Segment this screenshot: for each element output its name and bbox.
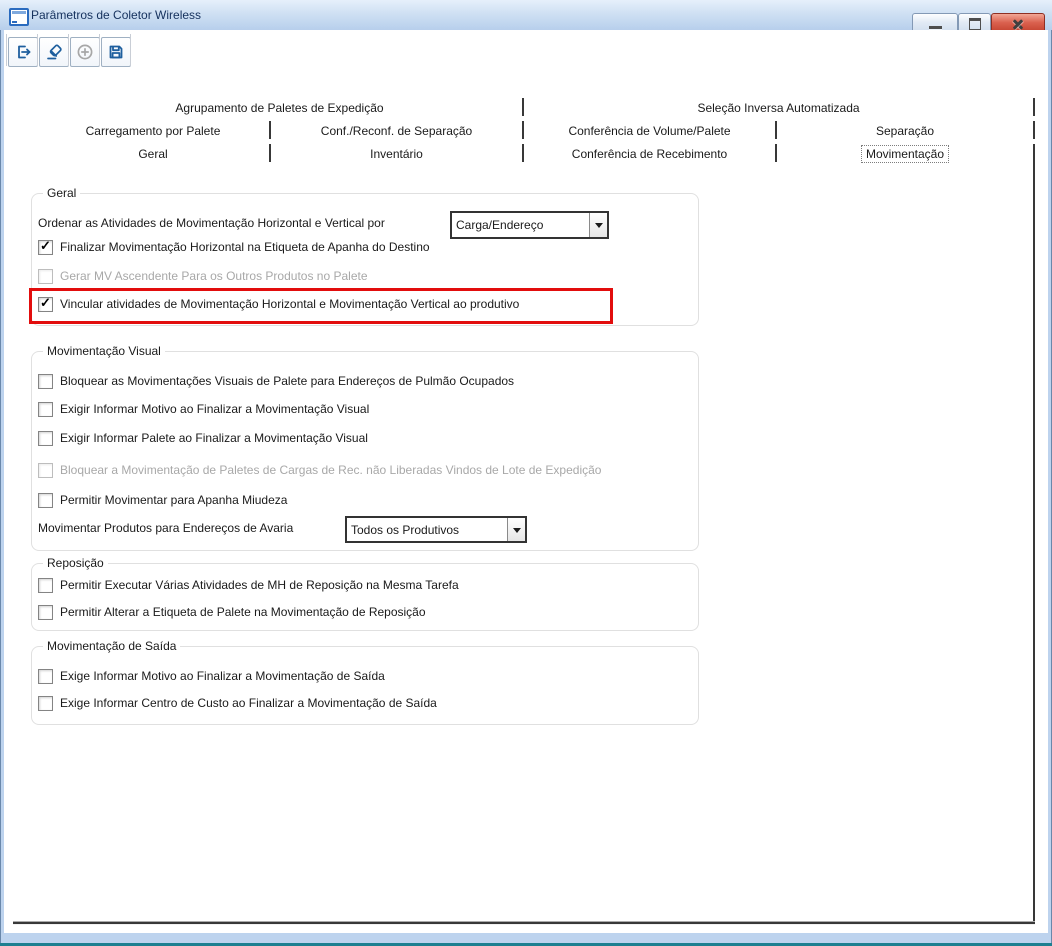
plus-circle-icon — [76, 43, 94, 61]
add-button[interactable] — [70, 37, 100, 67]
checkbox-label: Gerar MV Ascendente Para os Outros Produtos no Palete — [60, 269, 368, 283]
checkbox-permitir-apanha-miudeza[interactable] — [38, 493, 53, 508]
avaria-row — [38, 519, 293, 537]
group-reposicao-title: Reposição — [43, 556, 108, 570]
clear-button[interactable] — [39, 37, 69, 67]
tab-label: Conferência de Volume/Palete — [568, 123, 731, 138]
tab-page-bottom-edge — [13, 921, 1035, 925]
tab-conferencia-recebimento[interactable] — [523, 142, 776, 165]
tab-label: Agrupamento de Paletes de Expedição — [175, 100, 384, 115]
toolbar-separator — [68, 34, 69, 66]
tab-row-1 — [36, 96, 1034, 119]
group-movimentacao-saida — [31, 639, 699, 725]
tab-row-3 — [36, 142, 1034, 165]
tab-row-2 — [36, 119, 1034, 142]
checkbox-row-exige-centro-custo-saida — [38, 694, 437, 712]
exit-icon — [14, 43, 32, 61]
checkbox-exige-centro-custo-saida[interactable] — [38, 696, 53, 711]
minimize-icon — [929, 26, 942, 29]
checkbox-label: Exige Informar Centro de Custo ao Finalizar a Movimentação de Saída — [60, 696, 437, 710]
checkbox-exige-motivo-saida[interactable] — [38, 669, 53, 684]
close-icon — [1011, 17, 1025, 31]
checkbox-label: Finalizar Movimentação Horizontal na Etiqueta de Apanha do Destino — [60, 240, 430, 254]
checkbox-varias-atividades-mh[interactable] — [38, 578, 53, 593]
checkbox-label: Vincular atividades de Movimentação Horizontal e Movimentação Vertical ao produtivo — [60, 297, 520, 311]
tab-label: Separação — [875, 123, 935, 138]
checkbox-label: Exigir Informar Palete ao Finalizar a Movimentação Visual — [60, 431, 368, 445]
checkbox-label: Bloquear as Movimentações Visuais de Palete para Endereços de Pulmão Ocupados — [60, 374, 515, 388]
tab-agrupamento-paletes-expedicao[interactable] — [36, 96, 523, 119]
toolbar-separator — [6, 34, 7, 66]
checkbox-exigir-palete-mv[interactable] — [38, 431, 53, 446]
avaria-combobox[interactable] — [345, 516, 527, 543]
window-icon — [9, 8, 29, 26]
tab-page-right-edge — [1033, 147, 1035, 923]
exit-button[interactable] — [8, 37, 38, 67]
toolbar-separator — [130, 34, 131, 66]
title-bar — [0, 0, 1052, 30]
checkbox-label: Exigir Informar Motivo ao Finalizar a Movimentação Visual — [60, 402, 370, 416]
tab-conf-reconf-separacao[interactable] — [270, 119, 523, 142]
window-title: Parâmetros de Coletor Wireless — [31, 8, 202, 22]
avaria-value: Todos os Produtivos — [351, 522, 460, 537]
order-by-combobox[interactable] — [450, 211, 609, 239]
toolbar-separator — [37, 34, 38, 66]
tab-label: Seleção Inversa Automatizada — [697, 100, 860, 115]
tab-inventario[interactable] — [270, 142, 523, 165]
checkbox-alterar-etiqueta-palete[interactable] — [38, 605, 53, 620]
group-movimentacao-visual-title: Movimentação Visual — [43, 344, 165, 358]
checkbox-row-finalizar-mh — [38, 238, 430, 256]
checkbox-label: Permitir Executar Várias Atividades de MH de Reposição na Mesma Tarefa — [60, 578, 459, 592]
checkbox-row-bloquear-paletes-rec — [38, 461, 601, 479]
save-icon — [107, 43, 125, 61]
checkbox-row-exigir-palete-mv — [38, 429, 368, 447]
maximize-icon — [969, 18, 981, 30]
checkbox-bloquear-mv-pulmao[interactable] — [38, 374, 53, 389]
checkbox-label: Permitir Alterar a Etiqueta de Palete na Movimentação de Reposição — [60, 605, 426, 619]
tab-label: Carregamento por Palete — [85, 123, 221, 138]
order-by-value: Carga/Endereço — [456, 218, 544, 232]
checkbox-row-permitir-apanha-miudeza — [38, 491, 287, 509]
checkbox-exigir-motivo-mv[interactable] — [38, 402, 53, 417]
tab-label: Conf./Reconf. de Separação — [320, 123, 473, 138]
tab-label: Geral — [138, 146, 168, 161]
highlight-box — [29, 288, 613, 324]
checkbox-row-exigir-motivo-mv — [38, 400, 369, 418]
tab-movimentacao[interactable] — [776, 142, 1034, 165]
tab-label: Movimentação — [861, 145, 949, 163]
order-by-row — [38, 214, 385, 232]
save-button[interactable] — [101, 37, 131, 67]
tab-carregamento-por-palete[interactable] — [36, 119, 270, 142]
checkbox-finalizar-mh[interactable] — [38, 240, 53, 255]
checkbox-label: Bloquear a Movimentação de Paletes de Cargas de Rec. não Liberadas Vindos de Lote de Expedição — [60, 463, 602, 477]
checkbox-row-varias-atividades-mh — [38, 576, 459, 594]
checkbox-row-alterar-etiqueta-palete — [38, 603, 426, 621]
checkbox-row-exige-motivo-saida — [38, 667, 385, 685]
chevron-down-icon[interactable] — [589, 213, 607, 237]
group-movimentacao-saida-title: Movimentação de Saída — [43, 639, 180, 653]
eraser-icon — [45, 43, 63, 61]
chevron-down-icon[interactable] — [507, 518, 525, 541]
tab-separacao[interactable] — [776, 119, 1034, 142]
avaria-label: Movimentar Produtos para Endereços de Avaria — [38, 521, 294, 535]
tab-selecao-inversa-automatizada[interactable] — [523, 96, 1034, 119]
checkbox-bloquear-paletes-rec[interactable] — [38, 463, 53, 478]
checkbox-label: Exige Informar Motivo ao Finalizar a Movimentação de Saída — [60, 669, 385, 683]
tab-conferencia-volume-palete[interactable] — [523, 119, 776, 142]
checkbox-row-bloquear-mv-pulmao — [38, 372, 514, 390]
order-by-label: Ordenar as Atividades de Movimentação Horizontal e Vertical por — [38, 216, 385, 230]
tab-label: Conferência de Recebimento — [571, 146, 728, 161]
checkbox-label: Permitir Movimentar para Apanha Miudeza — [60, 493, 288, 507]
group-geral-title: Geral — [43, 186, 80, 200]
checkbox-gerar-mv[interactable] — [38, 269, 53, 284]
checkbox-row-gerar-mv — [38, 267, 368, 285]
tab-label: Inventário — [370, 146, 423, 161]
tab-geral[interactable] — [36, 142, 270, 165]
toolbar-separator — [99, 34, 100, 66]
